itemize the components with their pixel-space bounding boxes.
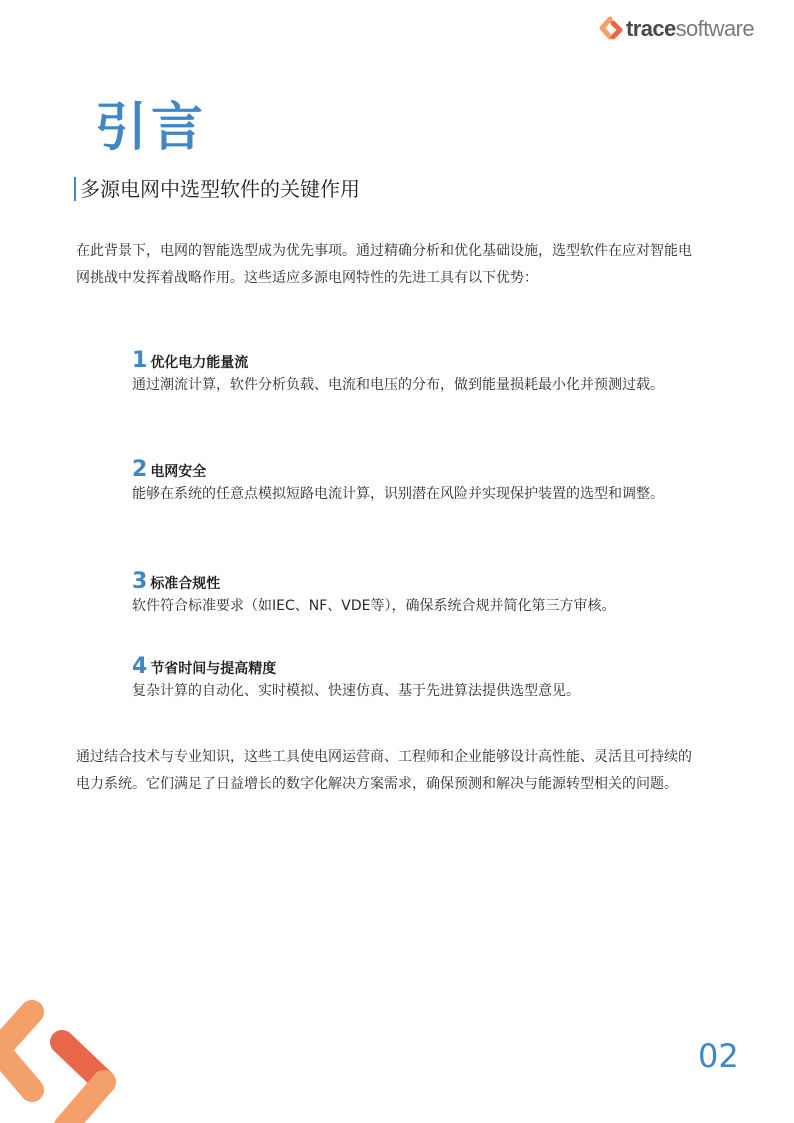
chevron-left-shape — [0, 1012, 32, 1090]
page-number: 02 — [698, 1037, 739, 1075]
advantage-number: 1 — [132, 348, 148, 373]
advantage-item — [132, 349, 732, 396]
advantage-title: 电网安全 — [150, 464, 207, 480]
section-subtitle — [74, 176, 360, 202]
chevron-right-shape — [62, 1042, 104, 1123]
advantage-item — [132, 655, 732, 702]
advantage-heading — [132, 570, 732, 594]
subtitle-accent-bar — [74, 177, 76, 201]
brand-logo — [598, 16, 768, 42]
logo-wordmark-light: software — [675, 16, 754, 41]
advantage-heading — [132, 458, 732, 482]
advantage-heading — [132, 349, 732, 373]
advantage-heading — [132, 655, 732, 679]
logo-wordmark — [626, 16, 754, 42]
advantage-title: 标准合规性 — [150, 576, 221, 592]
advantage-description: 复杂计算的自动化、实时模拟、快速仿真、基于先进算法提供选型意见。 — [132, 683, 580, 699]
advantage-description: 软件符合标准要求（如IEC、NF、VDE等），确保系统合规并简化第三方审核。 — [132, 598, 616, 614]
advantage-title: 优化电力能量流 — [150, 355, 249, 371]
advantage-item — [132, 458, 732, 505]
intro-paragraph: 在此背景下，电网的智能选型成为优先事项。通过精确分析和优化基础设施，选型软件在应对智能电网挑战中发挥着战略作用。这些适应多源电网特性的先进工具有以下优势： — [76, 243, 692, 286]
advantage-description: 能够在系统的任意点模拟短路电流计算，识别潜在风险并实现保护装置的选型和调整。 — [132, 486, 664, 502]
page-title: 引言 — [95, 98, 208, 158]
advantage-number: 2 — [132, 457, 148, 482]
advantage-item — [132, 570, 732, 617]
advantage-number: 4 — [132, 654, 148, 679]
subtitle-text: 多源电网中选型软件的关键作用 — [80, 177, 360, 201]
logo-wordmark-bold: trace — [626, 16, 676, 41]
advantage-number: 3 — [132, 569, 148, 594]
trace-software-logo-icon — [598, 16, 624, 42]
conclusion-paragraph: 通过结合技术与专业知识，这些工具使电网运营商、工程师和企业能够设计高性能、灵活且可持续的电力系统。它们满足了日益增长的数字化解决方案需求，确保预测和解决与能源转型相关的问题。 — [76, 749, 692, 792]
brand-chevron-decoration — [0, 990, 140, 1123]
advantage-description: 通过潮流计算，软件分析负载、电流和电压的分布，做到能量损耗最小化并预测过载。 — [132, 377, 664, 393]
advantage-title: 节省时间与提高精度 — [150, 661, 277, 677]
